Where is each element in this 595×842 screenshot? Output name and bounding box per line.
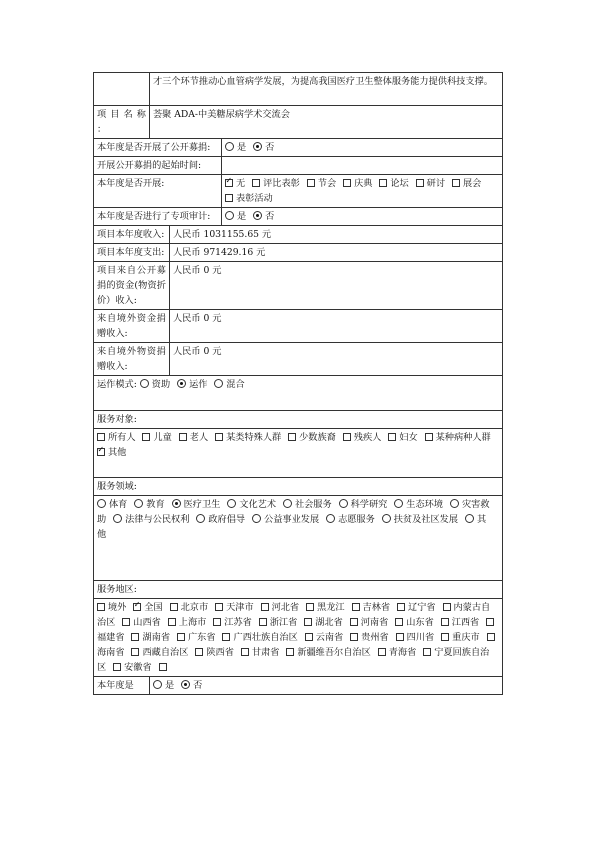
service-target-label: 服务对象: (94, 411, 503, 429)
audit-label: 本年度是否进行了专项审计: (94, 208, 222, 226)
checkbox-icon (396, 633, 404, 641)
option-radio[interactable]: 志愿服务 (326, 514, 375, 525)
option-radio[interactable]: 生态环境 (394, 499, 443, 510)
checkbox-icon (97, 603, 105, 611)
option-checkbox[interactable]: 某类特殊人群 (215, 432, 281, 443)
checkbox-icon (213, 618, 221, 626)
option-radio[interactable]: 其他 (97, 514, 487, 540)
overseas-funds-row (94, 310, 503, 343)
option-checkbox[interactable] (159, 662, 170, 673)
radio-icon (196, 514, 205, 523)
checkbox-icon (441, 633, 449, 641)
checkbox-icon (170, 603, 178, 611)
option-checkbox[interactable]: 庆典 (343, 178, 372, 189)
checkbox-icon (378, 648, 386, 656)
checkbox-icon (487, 633, 495, 641)
option-radio[interactable]: 是 (225, 211, 246, 222)
activities-row (94, 175, 503, 208)
option-radio[interactable]: 体育 (97, 499, 127, 510)
radio-checked-icon (172, 499, 181, 508)
option-radio[interactable]: 文化艺术 (227, 499, 276, 510)
report-sheet (93, 72, 502, 695)
service-field-label: 服务领域: (94, 478, 503, 496)
option-checkbox[interactable]: 少数族裔 (288, 432, 336, 443)
checkbox-icon (307, 179, 315, 187)
checkbox-icon (122, 618, 130, 626)
option-radio[interactable]: 科学研究 (339, 499, 388, 510)
option-checkbox[interactable]: 残疾人 (343, 432, 382, 443)
service-field-options (94, 496, 503, 581)
overseas-goods-row (94, 343, 503, 376)
operation-cell (94, 376, 503, 411)
checkbox-icon (142, 433, 150, 441)
overseas-funds-value: 人民币 0 元 (170, 310, 503, 343)
option-radio[interactable]: 运作 (177, 379, 207, 390)
last-row (94, 677, 503, 695)
radio-icon (252, 514, 261, 523)
radio-icon (225, 211, 234, 220)
audit-row (94, 208, 503, 226)
checkbox-icon (131, 648, 139, 656)
option-checkbox[interactable]: ✓ 全国 (133, 602, 162, 613)
public-fundraising-row (94, 139, 503, 157)
radio-icon (465, 514, 474, 523)
public-fundraising-label: 本年度是否开展了公开募捐: (94, 139, 222, 157)
option-checkbox[interactable]: 海南省 (97, 632, 498, 658)
project-info-table (93, 72, 503, 695)
option-checkbox[interactable]: 云南省 (305, 632, 344, 643)
checkbox-icon (425, 433, 433, 441)
option-radio[interactable]: 医疗卫生 (172, 499, 221, 510)
option-checkbox[interactable]: 贵州省 (350, 632, 389, 643)
income-label: 项目本年度收入: (94, 226, 170, 244)
service-field-header-row (94, 478, 503, 496)
option-checkbox[interactable]: 吉林省 (352, 602, 391, 613)
radio-checked-icon (253, 142, 262, 151)
option-checkbox[interactable]: 内蒙古自治区 (97, 602, 491, 628)
option-radio[interactable]: 是 (225, 142, 246, 153)
option-radio[interactable]: 资助 (140, 379, 170, 390)
option-checkbox[interactable]: 表彰活动 (225, 193, 273, 204)
checkbox-icon (177, 633, 185, 641)
checkbox-icon (395, 618, 403, 626)
expense-value: 人民币 971429.16 元 (170, 244, 503, 262)
option-checkbox[interactable]: 西藏自治区 (131, 647, 188, 658)
checkbox-icon (195, 648, 203, 656)
fundraising-time-row (94, 157, 503, 175)
checkbox-icon (252, 179, 260, 187)
checkbox-icon (486, 618, 494, 626)
checkbox-icon (343, 433, 351, 441)
radio-icon (326, 514, 335, 523)
service-target-header-row (94, 411, 503, 429)
option-checkbox[interactable]: 浙江省 (259, 617, 298, 628)
option-checkbox[interactable]: 江西省 (441, 617, 480, 628)
option-checkbox[interactable]: 境外 (97, 602, 126, 613)
option-checkbox[interactable]: 安徽省 (113, 662, 152, 673)
checkbox-icon (423, 648, 431, 656)
radio-icon (227, 499, 236, 508)
checkbox-icon (241, 648, 249, 656)
option-radio[interactable]: 混合 (214, 379, 244, 390)
income-row (94, 226, 503, 244)
checkbox-icon (416, 179, 424, 187)
option-checkbox[interactable]: 河北省 (261, 602, 300, 613)
option-checkbox[interactable]: 甘肃省 (241, 647, 280, 658)
service-target-options (94, 429, 503, 478)
radio-icon (283, 499, 292, 508)
fundraising-time-label: 开展公开募捐的起始时间: (94, 157, 222, 175)
radio-icon (134, 499, 143, 508)
expense-row (94, 244, 503, 262)
last-row-options (150, 677, 503, 695)
service-target-options-row (94, 429, 503, 478)
checkbox-icon (306, 603, 314, 611)
option-checkbox[interactable]: 福建省 (97, 617, 497, 643)
option-checkbox[interactable]: 宁夏回族自治区 (97, 647, 490, 673)
service-field-options-row (94, 496, 503, 581)
income-value: 人民币 1031155.65 元 (170, 226, 503, 244)
continuation-row (94, 73, 503, 106)
option-checkbox[interactable]: 重庆市 (441, 632, 480, 643)
service-region-options (94, 599, 503, 677)
option-checkbox[interactable]: 节会 (307, 178, 336, 189)
option-checkbox[interactable]: 天津市 (215, 602, 254, 613)
checkbox-icon (168, 618, 176, 626)
checkbox-icon (350, 633, 358, 641)
operation-label: 运作模式: (97, 379, 137, 390)
option-checkbox[interactable]: 论坛 (379, 178, 408, 189)
option-radio[interactable]: 否 (253, 211, 274, 222)
checkbox-checked-icon (97, 448, 105, 456)
option-radio[interactable]: 社会服务 (283, 499, 332, 510)
checkbox-icon (350, 618, 358, 626)
option-checkbox[interactable]: 山东省 (395, 617, 434, 628)
option-radio[interactable]: 政府倡导 (196, 514, 245, 525)
option-radio[interactable]: 是 (153, 680, 174, 691)
option-checkbox[interactable]: 某种病种人群 (425, 432, 491, 443)
checkbox-icon (97, 433, 105, 441)
checkbox-icon (113, 663, 121, 671)
public-income-row (94, 262, 503, 310)
continuation-text: 才三个环节推动心血管病学发展，为提高我国医疗卫生整体服务能力提供科技支撑。 (150, 73, 503, 106)
checkbox-icon (305, 633, 313, 641)
option-checkbox[interactable]: 湖南省 (131, 632, 170, 643)
radio-icon (225, 142, 234, 151)
overseas-funds-label: 来自境外资金捐赠收入: (94, 310, 170, 343)
radio-icon (339, 499, 348, 508)
checkbox-icon (397, 603, 405, 611)
checkbox-icon (261, 603, 269, 611)
option-checkbox[interactable]: 评比表彰 (252, 178, 300, 189)
checkbox-icon (443, 603, 451, 611)
option-checkbox[interactable]: 山西省 (122, 617, 161, 628)
checkbox-icon (388, 433, 396, 441)
option-checkbox[interactable]: 老人 (179, 432, 208, 443)
service-region-header-row (94, 581, 503, 599)
option-checkbox[interactable]: ✓其他 (97, 447, 126, 458)
checkbox-icon (441, 618, 449, 626)
project-name-row (94, 106, 503, 139)
project-name-value: 荟聚 ADA-中美糖尿病学术交流会 (150, 106, 503, 139)
option-checkbox[interactable]: 广西壮族自治区 (222, 632, 297, 643)
last-row-label: 本年度是 (94, 677, 150, 695)
option-checkbox[interactable]: 展会 (452, 178, 481, 189)
checkbox-icon (215, 603, 223, 611)
radio-icon (153, 680, 162, 689)
option-checkbox[interactable]: 新疆维吾尔自治区 (286, 647, 371, 658)
checkbox-icon (222, 633, 230, 641)
option-checkbox[interactable]: 陕西省 (195, 647, 234, 658)
radio-icon (140, 379, 149, 388)
radio-icon (97, 499, 106, 508)
option-radio[interactable]: 公益事业发展 (252, 514, 319, 525)
option-checkbox[interactable]: 青海省 (378, 647, 417, 658)
checkbox-checked-icon (225, 179, 233, 187)
option-checkbox[interactable]: 儿童 (142, 432, 171, 443)
option-checkbox[interactable]: ✓ 无 (225, 178, 245, 189)
radio-icon (214, 379, 223, 388)
overseas-goods-value: 人民币 0 元 (170, 343, 503, 376)
service-region-options-row (94, 599, 503, 677)
option-radio[interactable]: 否 (181, 680, 202, 691)
checkbox-icon (452, 179, 460, 187)
project-name-label: 项 目 名 称 ： (94, 106, 150, 139)
option-checkbox[interactable]: 所有人 (97, 432, 136, 443)
radio-icon (113, 514, 122, 523)
checkbox-icon (159, 663, 167, 671)
operation-row (94, 376, 503, 411)
option-radio[interactable]: 教育 (134, 499, 164, 510)
activities-label: 本年度是否开展: (94, 175, 222, 208)
option-checkbox[interactable]: 广东省 (177, 632, 216, 643)
checkbox-icon (343, 179, 351, 187)
checkbox-icon (259, 618, 267, 626)
checkbox-checked-icon (133, 603, 141, 611)
option-checkbox[interactable]: 湖北省 (304, 617, 343, 628)
public-income-label: 项目来自公开募捐的资金(物资折价）收入: (94, 262, 170, 310)
checkbox-icon (131, 633, 139, 641)
radio-checked-icon (177, 379, 186, 388)
audit-options (222, 208, 503, 226)
checkbox-icon (304, 618, 312, 626)
checkbox-icon (379, 179, 387, 187)
option-checkbox[interactable]: 河南省 (350, 617, 389, 628)
radio-icon (394, 499, 403, 508)
service-region-label: 服务地区: (94, 581, 503, 599)
option-checkbox[interactable]: 四川省 (396, 632, 435, 643)
radio-icon (450, 499, 459, 508)
radio-checked-icon (181, 680, 190, 689)
checkbox-icon (286, 648, 294, 656)
option-checkbox[interactable]: 妇女 (388, 432, 417, 443)
option-checkbox[interactable]: 研讨 (416, 178, 445, 189)
fundraising-time-value (222, 157, 503, 175)
option-checkbox[interactable]: 北京市 (170, 602, 209, 613)
overseas-goods-label: 来自境外物资捐赠收入: (94, 343, 170, 376)
expense-label: 项目本年度支出: (94, 244, 170, 262)
option-radio[interactable]: 否 (253, 142, 274, 153)
checkbox-icon (215, 433, 223, 441)
radio-checked-icon (253, 211, 262, 220)
option-radio[interactable]: 灾害救助 (97, 499, 490, 525)
option-checkbox[interactable]: 上海市 (168, 617, 207, 628)
checkbox-icon (352, 603, 360, 611)
option-radio[interactable]: 法律与公民权利 (113, 514, 189, 525)
checkbox-icon (179, 433, 187, 441)
option-checkbox[interactable]: 黑龙江 (306, 602, 345, 613)
radio-icon (382, 514, 391, 523)
public-fundraising-options (222, 139, 503, 157)
checkbox-icon (225, 194, 233, 202)
public-income-value: 人民币 0 元 (170, 262, 503, 310)
activities-options (222, 175, 503, 208)
option-checkbox[interactable]: 辽宁省 (397, 602, 436, 613)
option-checkbox[interactable]: 江苏省 (213, 617, 252, 628)
checkbox-icon (288, 433, 296, 441)
option-radio[interactable]: 扶贫及社区发展 (382, 514, 458, 525)
